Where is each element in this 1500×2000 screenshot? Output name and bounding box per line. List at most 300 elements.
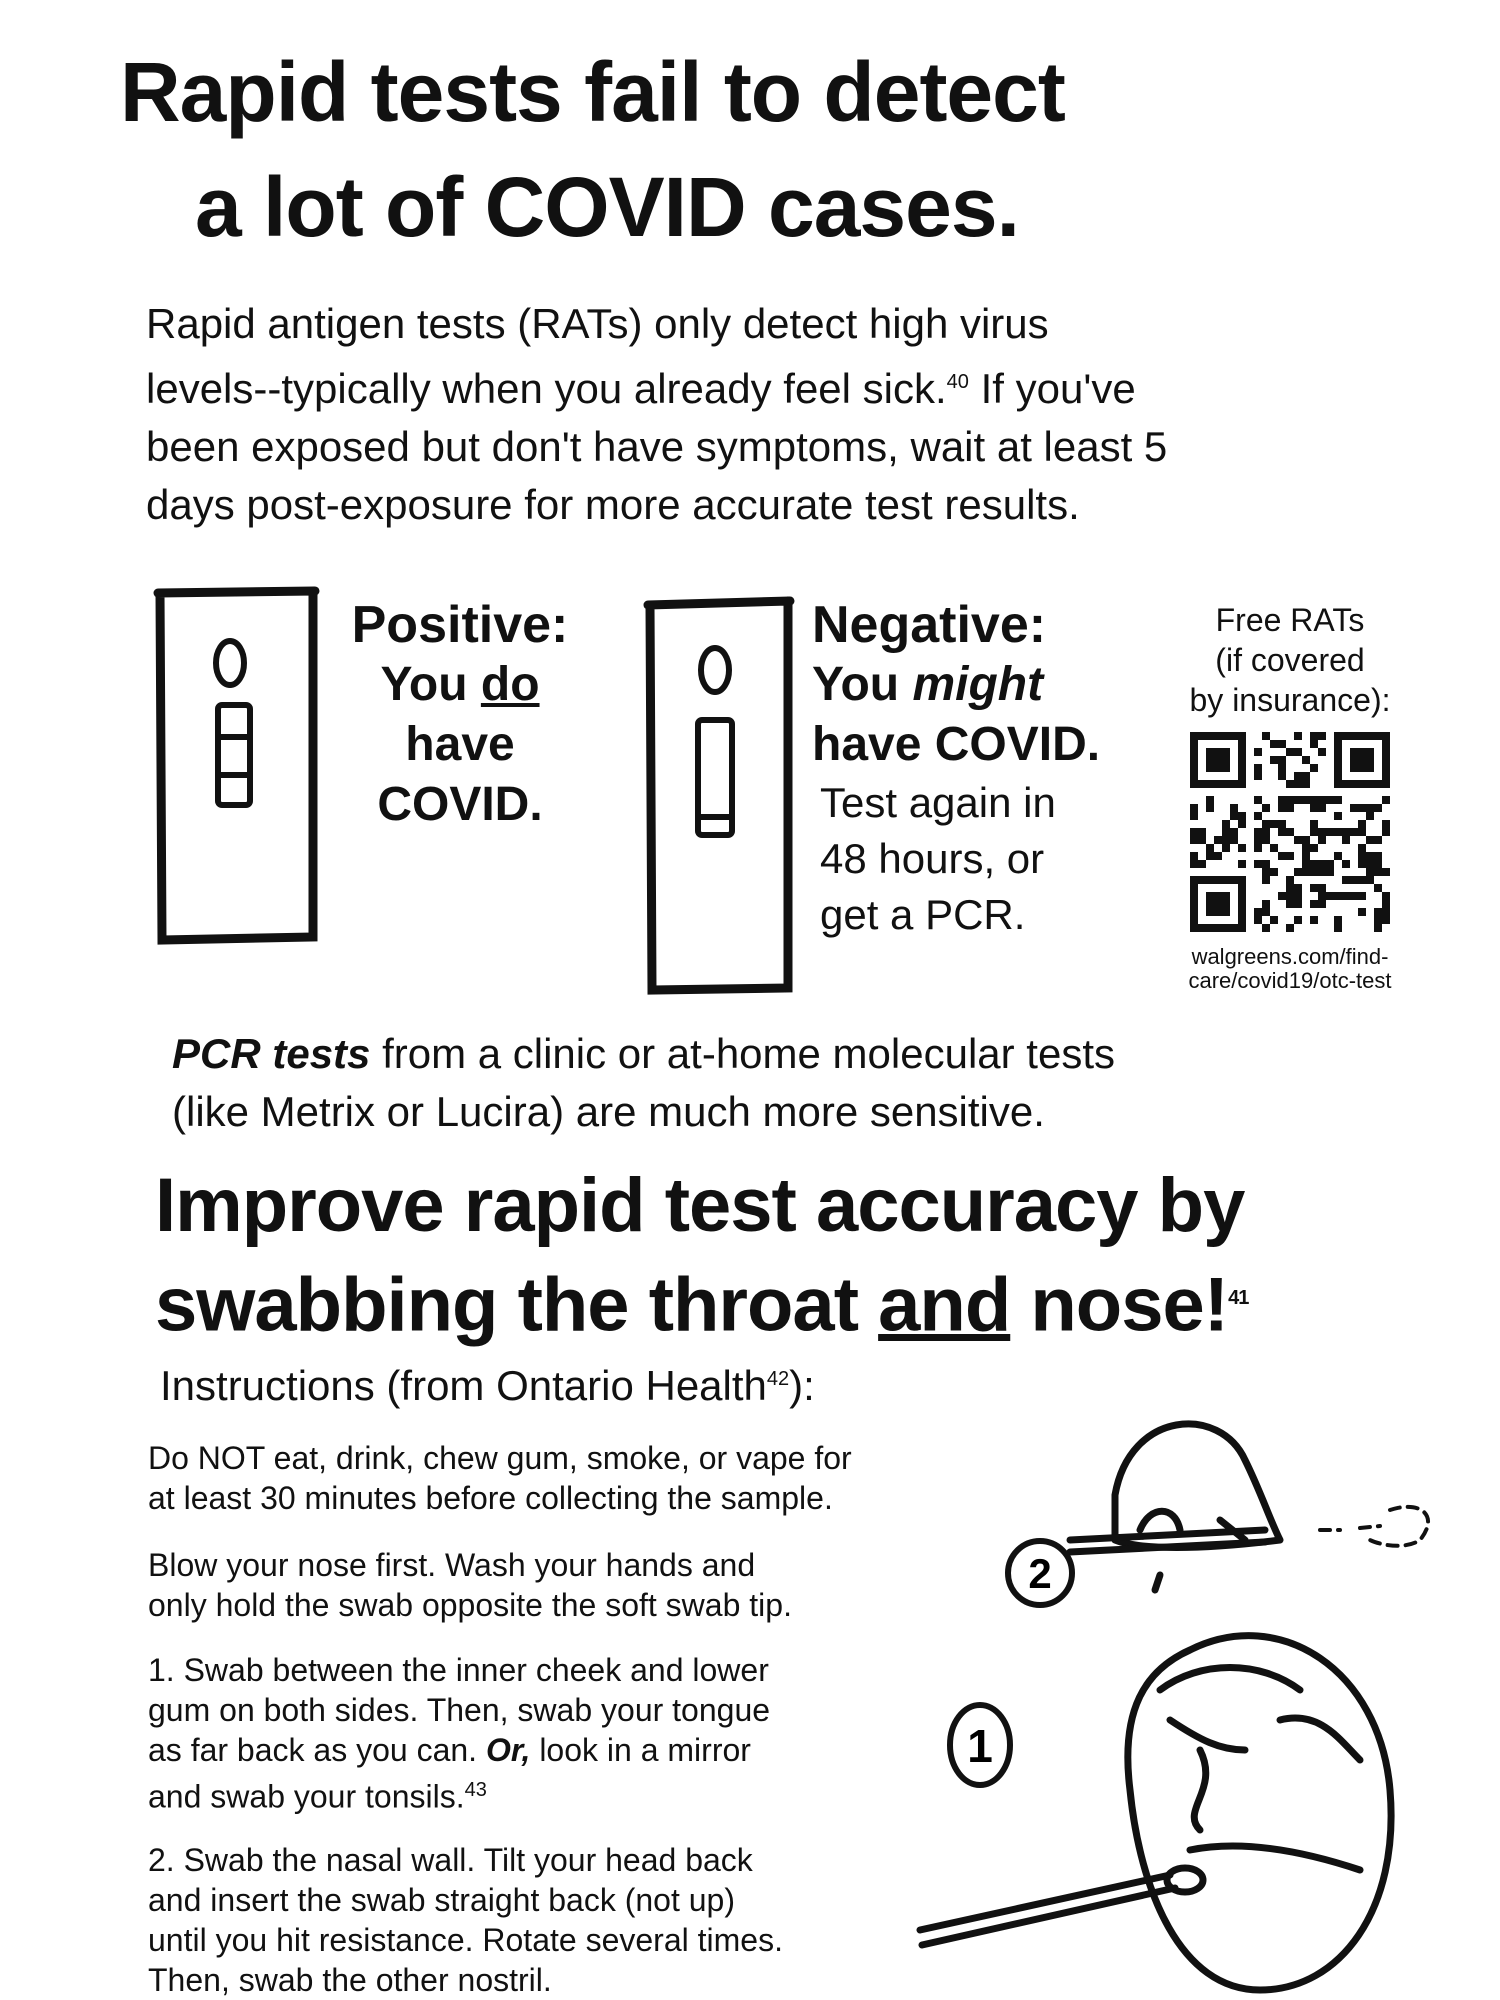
negative-result-text <box>812 595 1132 943</box>
qr-module <box>1246 804 1254 812</box>
instruction-line: 1. Swab between the inner cheek and lower <box>148 1652 769 1688</box>
qr-module <box>1350 876 1358 884</box>
qr-module <box>1190 820 1198 828</box>
qr-module <box>1262 820 1270 828</box>
qr-module <box>1358 788 1366 796</box>
qr-module <box>1382 836 1390 844</box>
qr-module <box>1302 764 1310 772</box>
qr-module <box>1366 828 1374 836</box>
qr-module <box>1374 876 1382 884</box>
qr-module <box>1230 756 1238 764</box>
qr-module <box>1366 844 1374 852</box>
qr-module <box>1294 860 1302 868</box>
qr-module <box>1198 868 1206 876</box>
qr-module <box>1238 740 1246 748</box>
qr-module <box>1358 852 1366 860</box>
qr-module <box>1222 836 1230 844</box>
qr-module <box>1374 748 1382 756</box>
qr-module <box>1206 884 1214 892</box>
qr-module <box>1318 812 1326 820</box>
qr-module <box>1302 900 1310 908</box>
qr-module <box>1286 916 1294 924</box>
qr-module <box>1310 876 1318 884</box>
qr-module <box>1230 820 1238 828</box>
qr-module <box>1254 812 1262 820</box>
qr-module <box>1254 828 1262 836</box>
qr-module <box>1198 780 1206 788</box>
qr-module <box>1366 740 1374 748</box>
qr-module <box>1286 796 1294 804</box>
qr-module <box>1310 836 1318 844</box>
qr-module <box>1366 812 1374 820</box>
qr-module <box>1230 748 1238 756</box>
qr-module <box>1334 788 1342 796</box>
qr-module <box>1326 844 1334 852</box>
qr-module <box>1310 804 1318 812</box>
qr-module <box>1334 860 1342 868</box>
qr-module <box>1294 780 1302 788</box>
accuracy-heading-emphasis: and <box>878 1262 1011 1348</box>
qr-module <box>1206 804 1214 812</box>
qr-module <box>1286 756 1294 764</box>
qr-module <box>1278 764 1286 772</box>
qr-module <box>1342 804 1350 812</box>
qr-module <box>1294 788 1302 796</box>
qr-module <box>1238 900 1246 908</box>
qr-code[interactable] <box>1190 732 1390 932</box>
qr-module <box>1270 740 1278 748</box>
qr-module <box>1238 844 1246 852</box>
qr-module <box>1310 732 1318 740</box>
qr-module <box>1318 756 1326 764</box>
qr-module <box>1286 900 1294 908</box>
qr-module <box>1246 876 1254 884</box>
qr-module <box>1342 756 1350 764</box>
qr-module <box>1286 892 1294 900</box>
qr-module <box>1222 780 1230 788</box>
qr-module <box>1366 924 1374 932</box>
qr-module <box>1374 868 1382 876</box>
qr-module <box>1254 772 1262 780</box>
qr-module <box>1206 732 1214 740</box>
qr-module <box>1294 852 1302 860</box>
qr-module <box>1302 804 1310 812</box>
qr-module <box>1246 884 1254 892</box>
instructions-heading-text: ): <box>789 1362 815 1409</box>
qr-module <box>1190 852 1198 860</box>
qr-module <box>1262 852 1270 860</box>
instruction-text: and swab your tonsils. <box>148 1778 465 1815</box>
qr-module <box>1222 844 1230 852</box>
qr-module <box>1294 876 1302 884</box>
qr-module <box>1318 868 1326 876</box>
qr-module <box>1294 772 1302 780</box>
qr-module <box>1334 812 1342 820</box>
qr-module <box>1310 748 1318 756</box>
negative-advice: Test again in <box>820 779 1056 826</box>
qr-module <box>1302 844 1310 852</box>
qr-module <box>1198 900 1206 908</box>
qr-module <box>1198 876 1206 884</box>
qr-module <box>1246 740 1254 748</box>
qr-module <box>1198 820 1206 828</box>
qr-module <box>1326 892 1334 900</box>
qr-module <box>1366 884 1374 892</box>
qr-module <box>1318 780 1326 788</box>
negative-advice: 48 hours, or <box>820 835 1045 882</box>
qr-module <box>1198 804 1206 812</box>
qr-module <box>1238 868 1246 876</box>
qr-module <box>1222 788 1230 796</box>
qr-module <box>1238 924 1246 932</box>
qr-module <box>1326 828 1334 836</box>
qr-module <box>1214 844 1222 852</box>
step-1-label: 1 <box>967 1720 993 1772</box>
instruction-no-eating <box>148 1438 852 1518</box>
qr-module <box>1230 772 1238 780</box>
qr-module <box>1286 804 1294 812</box>
qr-module <box>1254 844 1262 852</box>
qr-module <box>1198 764 1206 772</box>
qr-module <box>1374 764 1382 772</box>
qr-module <box>1270 756 1278 764</box>
qr-module <box>1374 780 1382 788</box>
qr-module <box>1326 852 1334 860</box>
qr-module <box>1334 796 1342 804</box>
qr-module <box>1302 924 1310 932</box>
qr-module <box>1294 884 1302 892</box>
qr-module <box>1270 788 1278 796</box>
qr-module <box>1206 756 1214 764</box>
qr-module <box>1286 844 1294 852</box>
qr-module <box>1326 812 1334 820</box>
qr-module <box>1286 788 1294 796</box>
instruction-line: only hold the swab opposite the soft swab tip. <box>148 1587 792 1623</box>
qr-module <box>1350 828 1358 836</box>
qr-module <box>1278 812 1286 820</box>
qr-module <box>1374 844 1382 852</box>
qr-module <box>1270 868 1278 876</box>
qr-module <box>1198 788 1206 796</box>
qr-module <box>1278 748 1286 756</box>
qr-module <box>1222 916 1230 924</box>
qr-module <box>1254 796 1262 804</box>
instruction-line: Blow your nose first. Wash your hands and <box>148 1547 756 1583</box>
qr-module <box>1246 908 1254 916</box>
qr-module <box>1230 852 1238 860</box>
qr-module <box>1350 860 1358 868</box>
qr-module <box>1222 900 1230 908</box>
qr-module <box>1206 868 1214 876</box>
intro-line: been exposed but don't have symptoms, wait at least 5 <box>146 423 1168 470</box>
qr-module <box>1366 892 1374 900</box>
qr-module <box>1350 892 1358 900</box>
qr-module <box>1254 820 1262 828</box>
qr-module <box>1286 924 1294 932</box>
qr-module <box>1238 772 1246 780</box>
walgreens-url[interactable] <box>1150 945 1430 993</box>
qr-module <box>1190 756 1198 764</box>
qr-module <box>1262 836 1270 844</box>
qr-module <box>1254 860 1262 868</box>
instruction-text: as far back as you can. <box>148 1732 478 1768</box>
qr-module <box>1318 740 1326 748</box>
qr-module <box>1302 732 1310 740</box>
qr-module <box>1206 916 1214 924</box>
qr-module <box>1302 836 1310 844</box>
instructions-heading <box>160 1362 815 1410</box>
qr-module <box>1374 772 1382 780</box>
qr-module <box>1326 876 1334 884</box>
qr-module <box>1214 916 1222 924</box>
qr-module <box>1326 764 1334 772</box>
qr-module <box>1278 876 1286 884</box>
qr-module <box>1310 764 1318 772</box>
qr-module <box>1198 852 1206 860</box>
qr-module <box>1206 764 1214 772</box>
qr-module <box>1350 740 1358 748</box>
pcr-paragraph <box>172 1025 1115 1141</box>
qr-module <box>1350 924 1358 932</box>
qr-module <box>1366 796 1374 804</box>
qr-module <box>1222 796 1230 804</box>
qr-module <box>1222 804 1230 812</box>
qr-module <box>1222 732 1230 740</box>
qr-module <box>1334 772 1342 780</box>
qr-module <box>1190 876 1198 884</box>
qr-module <box>1222 828 1230 836</box>
qr-module <box>1358 740 1366 748</box>
qr-module <box>1190 732 1198 740</box>
qr-module <box>1278 796 1286 804</box>
qr-module <box>1318 836 1326 844</box>
qr-module <box>1342 748 1350 756</box>
qr-module <box>1190 780 1198 788</box>
qr-module <box>1326 732 1334 740</box>
qr-module <box>1214 780 1222 788</box>
qr-module <box>1278 900 1286 908</box>
qr-module <box>1382 804 1390 812</box>
qr-module <box>1374 740 1382 748</box>
qr-module <box>1294 836 1302 844</box>
qr-module <box>1302 788 1310 796</box>
qr-module <box>1366 876 1374 884</box>
qr-module <box>1278 772 1286 780</box>
qr-module <box>1214 732 1222 740</box>
qr-module <box>1230 860 1238 868</box>
positive-line: have <box>405 718 515 771</box>
qr-module <box>1246 828 1254 836</box>
qr-module <box>1190 924 1198 932</box>
qr-module <box>1262 884 1270 892</box>
qr-module <box>1270 732 1278 740</box>
qr-module <box>1198 796 1206 804</box>
qr-module <box>1254 740 1262 748</box>
qr-module <box>1262 780 1270 788</box>
qr-module <box>1246 772 1254 780</box>
qr-module <box>1230 924 1238 932</box>
qr-module <box>1342 740 1350 748</box>
qr-module <box>1302 780 1310 788</box>
qr-module <box>1334 844 1342 852</box>
qr-module <box>1302 796 1310 804</box>
qr-module <box>1222 756 1230 764</box>
qr-module <box>1294 900 1302 908</box>
qr-module <box>1318 796 1326 804</box>
throat-swab-icon <box>920 1875 1175 1945</box>
qr-module <box>1366 772 1374 780</box>
qr-module <box>1382 828 1390 836</box>
qr-module <box>1310 916 1318 924</box>
qr-module <box>1246 900 1254 908</box>
qr-module <box>1190 740 1198 748</box>
qr-module <box>1358 836 1366 844</box>
qr-module <box>1326 836 1334 844</box>
qr-module <box>1318 916 1326 924</box>
qr-module <box>1294 796 1302 804</box>
positive-line: You <box>380 658 468 711</box>
qr-module <box>1382 764 1390 772</box>
qr-module <box>1190 916 1198 924</box>
qr-module <box>1278 740 1286 748</box>
qr-module <box>1262 748 1270 756</box>
qr-module <box>1358 892 1366 900</box>
qr-module <box>1342 916 1350 924</box>
qr-module <box>1238 916 1246 924</box>
qr-module <box>1278 852 1286 860</box>
qr-module <box>1358 804 1366 812</box>
qr-module <box>1366 732 1374 740</box>
qr-module <box>1326 756 1334 764</box>
instruction-line: and insert the swab straight back (not up) <box>148 1882 735 1918</box>
qr-module <box>1342 884 1350 892</box>
qr-module <box>1318 788 1326 796</box>
qr-module <box>1190 860 1198 868</box>
qr-module <box>1302 812 1310 820</box>
qr-module <box>1374 812 1382 820</box>
pcr-line: (like Metrix or Lucira) are much more sensitive. <box>172 1088 1045 1135</box>
qr-module <box>1270 844 1278 852</box>
qr-module <box>1350 780 1358 788</box>
qr-module <box>1238 828 1246 836</box>
qr-module <box>1318 924 1326 932</box>
qr-module <box>1342 924 1350 932</box>
qr-module <box>1358 772 1366 780</box>
accuracy-heading-text: swabbing the throat <box>155 1262 858 1348</box>
qr-module <box>1278 908 1286 916</box>
qr-module <box>1310 788 1318 796</box>
qr-module <box>1350 908 1358 916</box>
intro-text: levels--typically when you already feel sick. <box>146 365 947 412</box>
qr-module <box>1214 796 1222 804</box>
qr-module <box>1278 924 1286 932</box>
qr-module <box>1310 756 1318 764</box>
qr-module <box>1358 828 1366 836</box>
qr-module <box>1350 732 1358 740</box>
qr-module <box>1190 796 1198 804</box>
step-2-marker <box>1008 1541 1072 1605</box>
qr-module <box>1358 844 1366 852</box>
qr-module <box>1254 916 1262 924</box>
instruction-step-2 <box>148 1840 783 2000</box>
qr-module <box>1270 748 1278 756</box>
qr-module <box>1246 916 1254 924</box>
qr-module <box>1198 812 1206 820</box>
instruction-line: Do NOT eat, drink, chew gum, smoke, or vape for <box>148 1440 852 1476</box>
pcr-line: from a clinic or at-home molecular tests <box>382 1030 1115 1077</box>
qr-module <box>1334 780 1342 788</box>
qr-module <box>1206 908 1214 916</box>
qr-module <box>1246 868 1254 876</box>
qr-module <box>1366 788 1374 796</box>
qr-module <box>1222 884 1230 892</box>
qr-module <box>1326 916 1334 924</box>
qr-module <box>1294 820 1302 828</box>
qr-module <box>1310 900 1318 908</box>
qr-module <box>1206 828 1214 836</box>
qr-module <box>1358 908 1366 916</box>
qr-module <box>1342 876 1350 884</box>
qr-module <box>1262 772 1270 780</box>
qr-module <box>1342 836 1350 844</box>
qr-module <box>1246 796 1254 804</box>
qr-module <box>1270 884 1278 892</box>
qr-module <box>1214 812 1222 820</box>
qr-module <box>1286 860 1294 868</box>
qr-module <box>1382 908 1390 916</box>
qr-module <box>1262 916 1270 924</box>
qr-module <box>1206 844 1214 852</box>
qr-module <box>1366 868 1374 876</box>
qr-module <box>1254 876 1262 884</box>
instruction-emphasis: Or, <box>485 1732 531 1768</box>
qr-module <box>1302 860 1310 868</box>
positive-test-card-icon <box>150 585 325 950</box>
qr-module <box>1374 732 1382 740</box>
qr-module <box>1302 820 1310 828</box>
positive-emphasis: do <box>480 658 540 711</box>
qr-module <box>1350 900 1358 908</box>
qr-module <box>1246 852 1254 860</box>
qr-module <box>1198 740 1206 748</box>
qr-module <box>1206 772 1214 780</box>
qr-module <box>1342 788 1350 796</box>
qr-module <box>1254 732 1262 740</box>
qr-module <box>1374 852 1382 860</box>
negative-advice: get a PCR. <box>820 891 1026 938</box>
qr-module <box>1374 900 1382 908</box>
qr-module <box>1310 852 1318 860</box>
qr-module <box>1198 748 1206 756</box>
qr-module <box>1230 796 1238 804</box>
qr-module <box>1286 740 1294 748</box>
qr-module <box>1262 788 1270 796</box>
qr-module <box>1214 836 1222 844</box>
instruction-prep <box>148 1545 792 1625</box>
qr-module <box>1334 884 1342 892</box>
qr-module <box>1190 788 1198 796</box>
qr-module <box>1206 812 1214 820</box>
qr-module <box>1246 820 1254 828</box>
qr-module <box>1222 748 1230 756</box>
qr-module <box>1326 924 1334 932</box>
qr-module <box>1382 892 1390 900</box>
qr-module <box>1190 836 1198 844</box>
qr-module <box>1302 748 1310 756</box>
qr-module <box>1318 732 1326 740</box>
qr-module <box>1238 860 1246 868</box>
qr-module <box>1254 900 1262 908</box>
